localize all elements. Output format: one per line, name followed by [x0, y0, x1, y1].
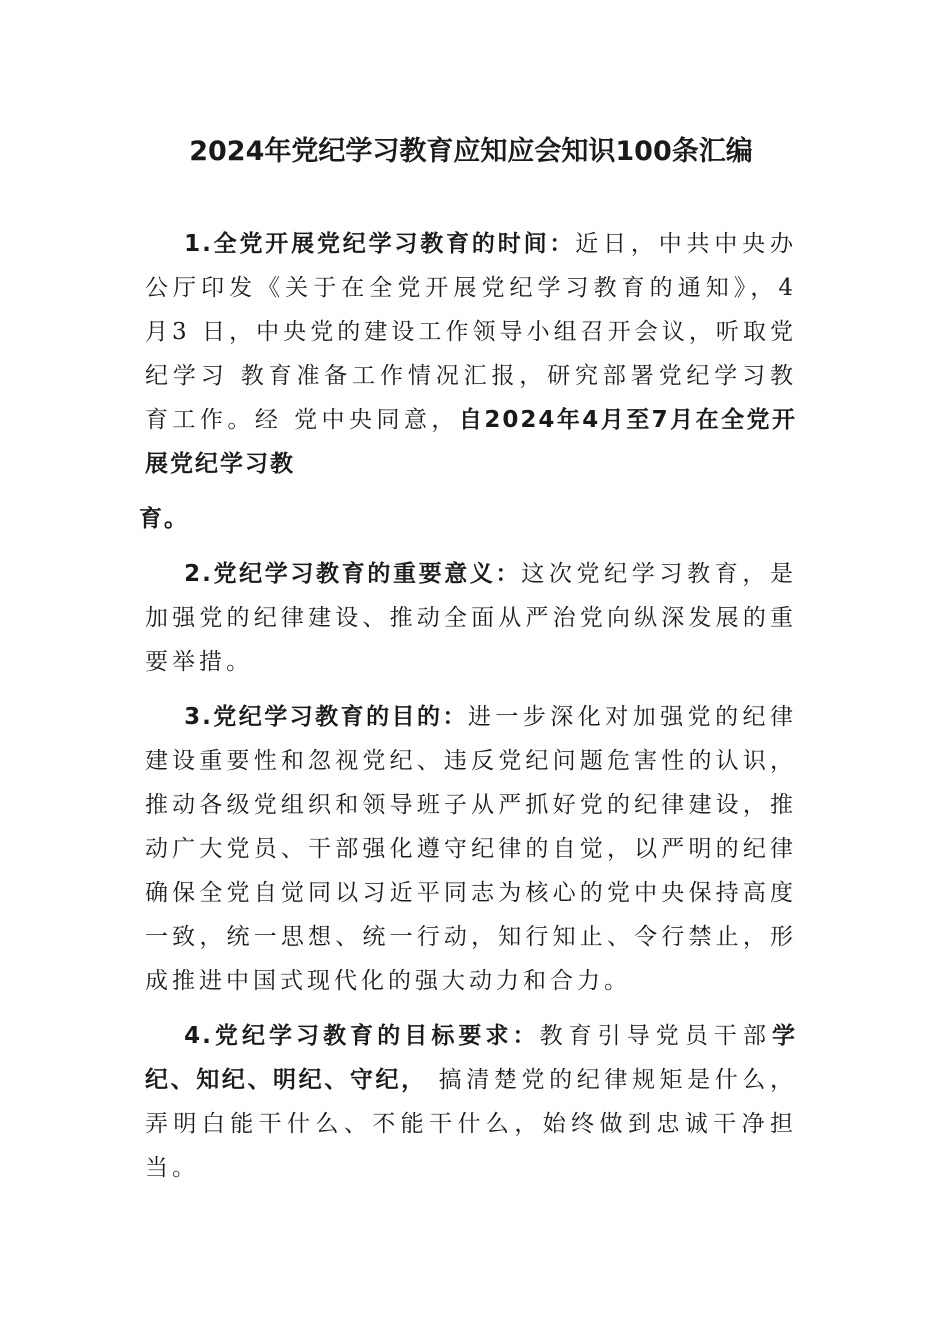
paragraph-1	[145, 222, 797, 486]
paragraph-4-emphasis: 学纪、知纪、明纪、守纪，	[145, 1023, 798, 1093]
paragraph-3	[145, 695, 797, 1003]
paragraph-4-text: 教育引导党员干部	[539, 1023, 773, 1049]
paragraph-3-text: 进一步深化对加强党的纪律建设重要性和忽视党纪、违反党纪问题危害性的认识，推动各级党组织和领导班子从严抓好党的纪律建设，推动广大党员、干部强化遵守纪律的自觉，以严明的纪律确保全党自觉同以习近平同志为核心的党中央保持高度一致，统一思想、统一行动，知行知止、令行禁止，形成推进中国式现代化的强大动力和合力。	[145, 704, 798, 994]
paragraph-4	[145, 1014, 797, 1190]
document-body	[139, 222, 798, 1201]
paragraph-2-text: 这次党纪学习教育，是加强党的纪律建设、推动全面从严治党向纵深发展的重要举措。	[145, 561, 797, 675]
paragraph-4-heading: 4.党纪学习教育的目标要求：	[184, 1023, 540, 1049]
paragraph-2	[145, 552, 797, 684]
paragraph-4-text-tail: 搞清楚党的纪律规矩是什么，弄明白能干什么、不能干什么，始终做到忠诚干净担当。	[145, 1067, 798, 1181]
paragraph-1-emphasis: 自2024年4月至7月在全党开展党纪学习教	[145, 407, 797, 477]
paragraph-1-heading: 1.全党开展党纪学习教育的时间：	[184, 231, 576, 257]
paragraph-3-heading: 3.党纪学习教育的目的：	[184, 704, 468, 730]
paragraph-2-heading: 2.党纪学习教育的重要意义：	[184, 561, 522, 587]
paragraph-1-text: 近日，中共中央办公厅印发《关于在全党开展党纪学习教育的通知》，4月3 日，中央党的建设工作领导小组召开会议，听取党纪学习 教育准备工作情况汇报，研究部署党纪学习教育工作。经 党中央同意，	[145, 231, 797, 433]
document-title: 2024年党纪学习教育应知应会知识100条汇编	[189, 136, 753, 167]
paragraph-1-continuation: 育。	[139, 506, 189, 532]
